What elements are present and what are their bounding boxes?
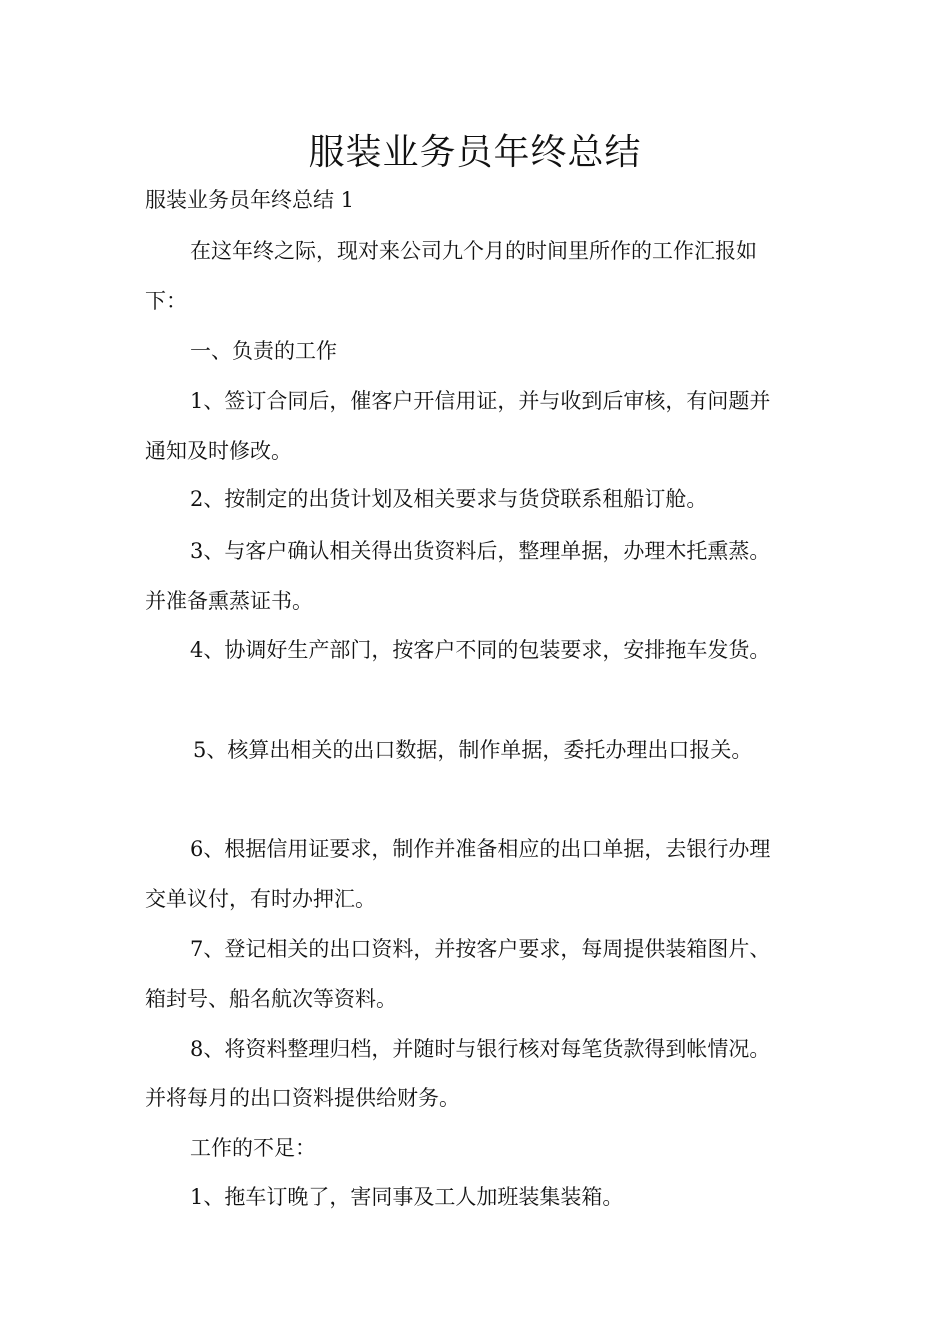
paragraph-line: 7、登记相关的出口资料，并按客户要求，每周提供装箱图片、: [190, 937, 771, 961]
paragraph-line: 并准备熏蒸证书。: [145, 589, 313, 613]
paragraph-line: 1、签订合同后，催客户开信用证，并与收到后审核，有问题并: [190, 389, 771, 413]
section-heading: 工作的不足：: [190, 1136, 316, 1160]
paragraph-line: 并将每月的出口资料提供给财务。: [145, 1086, 460, 1110]
paragraph-line: 箱封号、船名航次等资料。: [145, 987, 397, 1011]
document-title: 服装业务员年终总结: [308, 132, 642, 173]
paragraph-line: 4、协调好生产部门，按客户不同的包装要求，安排拖车发货。: [190, 638, 771, 662]
paragraph-line: 5、核算出相关的出口数据，制作单据，委托办理出口报关。: [193, 738, 753, 762]
paragraph-line: 通知及时修改。: [145, 439, 292, 463]
paragraph-line: 在这年终之际，现对来公司九个月的时间里所作的工作汇报如: [190, 239, 757, 263]
paragraph-line: 交单议付，有时办押汇。: [145, 887, 376, 911]
document-subtitle: 服装业务员年终总结 1: [145, 188, 355, 212]
section-heading: 一、负责的工作: [190, 339, 337, 363]
paragraph-line: 2、按制定的出货计划及相关要求与货贷联系租船订舱。: [190, 487, 708, 511]
paragraph-line: 下：: [145, 289, 187, 313]
paragraph-line: 8、将资料整理归档，并随时与银行核对每笔货款得到帐情况。: [190, 1037, 771, 1061]
paragraph-line: 1、拖车订晚了，害同事及工人加班装集装箱。: [190, 1185, 624, 1209]
paragraph-line: 3、与客户确认相关得出货资料后，整理单据，办理木托熏蒸。: [190, 539, 771, 563]
paragraph-line: 6、根据信用证要求，制作并准备相应的出口单据，去银行办理: [190, 837, 771, 861]
